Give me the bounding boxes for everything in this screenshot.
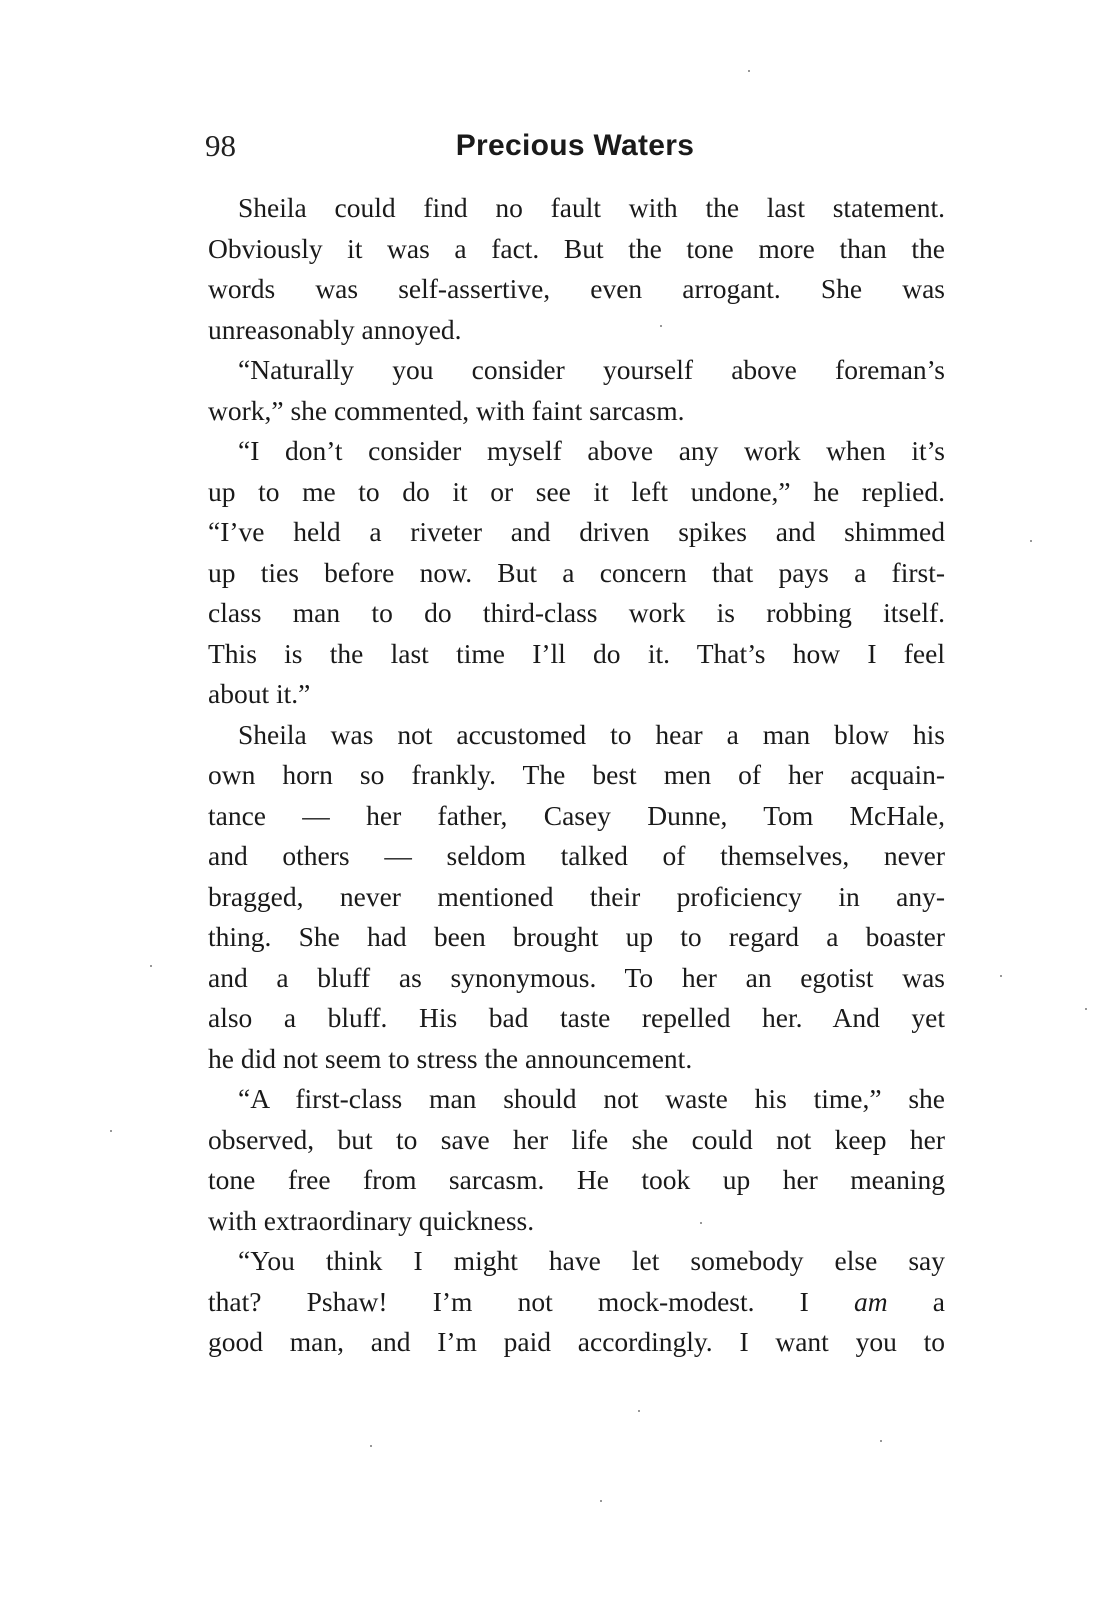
scan-speck (660, 325, 662, 327)
text-line: and a bluff as synonymous. To her an egotist was (208, 961, 945, 993)
scan-speck (110, 1130, 112, 1132)
text-line: and others — seldom talked of themselves, never (208, 840, 945, 871)
text-line: “I don’t consider myself above any work when it’s (238, 435, 945, 466)
text-line: up to me to do it or see it left undone,” he replied. (208, 475, 945, 507)
scan-speck (600, 1500, 602, 1502)
text-line: work,” she commented, with faint sarcasm. (208, 394, 685, 426)
page-number: 98 (205, 128, 236, 163)
scan-speck (700, 1222, 702, 1224)
text-line: Sheila was not accustomed to hear a man blow his (238, 718, 945, 750)
scan-speck (150, 965, 152, 967)
text-line: tance — her father, Casey Dunne, Tom McHale, (208, 799, 945, 831)
text-line: “A first-class man should not waste his time,” she (238, 1083, 945, 1114)
text-line: Sheila could find no fault with the last statement. (238, 192, 945, 223)
text-line: also a bluff. His bad taste repelled her. And yet (208, 1002, 945, 1033)
running-title: Precious Waters (455, 129, 695, 162)
scan-speck (748, 70, 750, 72)
text-line: bragged, never mentioned their proficiency in any- (208, 880, 945, 912)
text-line: own horn so frankly. The best men of her acquain- (208, 759, 945, 790)
text-line: that? Pshaw! I’m not mock-modest. I am a (208, 1285, 945, 1317)
text-line: words was self-assertive, even arrogant. She was (208, 273, 945, 304)
text-line: up ties before now. But a concern that pays a first- (208, 556, 945, 588)
scan-speck (1030, 540, 1032, 542)
text-line: “I’ve held a riveter and driven spikes and shimmed (208, 516, 945, 547)
text-line: thing. She had been brought up to regard a boaster (208, 921, 945, 952)
text-line: This is the last time I’ll do it. That’s how I feel (208, 637, 945, 669)
body-text (208, 188, 945, 1363)
text-line: class man to do third-class work is robbing itself. (208, 597, 945, 628)
scan-speck (880, 1440, 882, 1442)
text-line: “You think I might have let somebody else say (238, 1245, 945, 1276)
text-line: good man, and I’m paid accordingly. I want you to (208, 1326, 945, 1357)
emphasis-word: am (854, 1285, 888, 1317)
running-head (205, 126, 945, 170)
text-line: observed, but to save her life she could not keep her (208, 1123, 945, 1155)
scan-speck (1085, 1008, 1087, 1010)
text-line: unreasonably annoyed. (208, 313, 462, 345)
scan-speck (638, 1410, 640, 1412)
text-line: tone free from sarcasm. He took up her meaning (208, 1164, 945, 1195)
text-line: about it.” (208, 678, 311, 709)
scan-speck (370, 1445, 372, 1447)
text-line: with extraordinary quickness. (208, 1204, 535, 1236)
scan-speck (1000, 975, 1002, 977)
text-line: he did not seem to stress the announcement. (208, 1042, 693, 1074)
text-line: “Naturally you consider yourself above foreman’s (238, 354, 945, 385)
text-line: Obviously it was a fact. But the tone more than the (208, 232, 945, 264)
